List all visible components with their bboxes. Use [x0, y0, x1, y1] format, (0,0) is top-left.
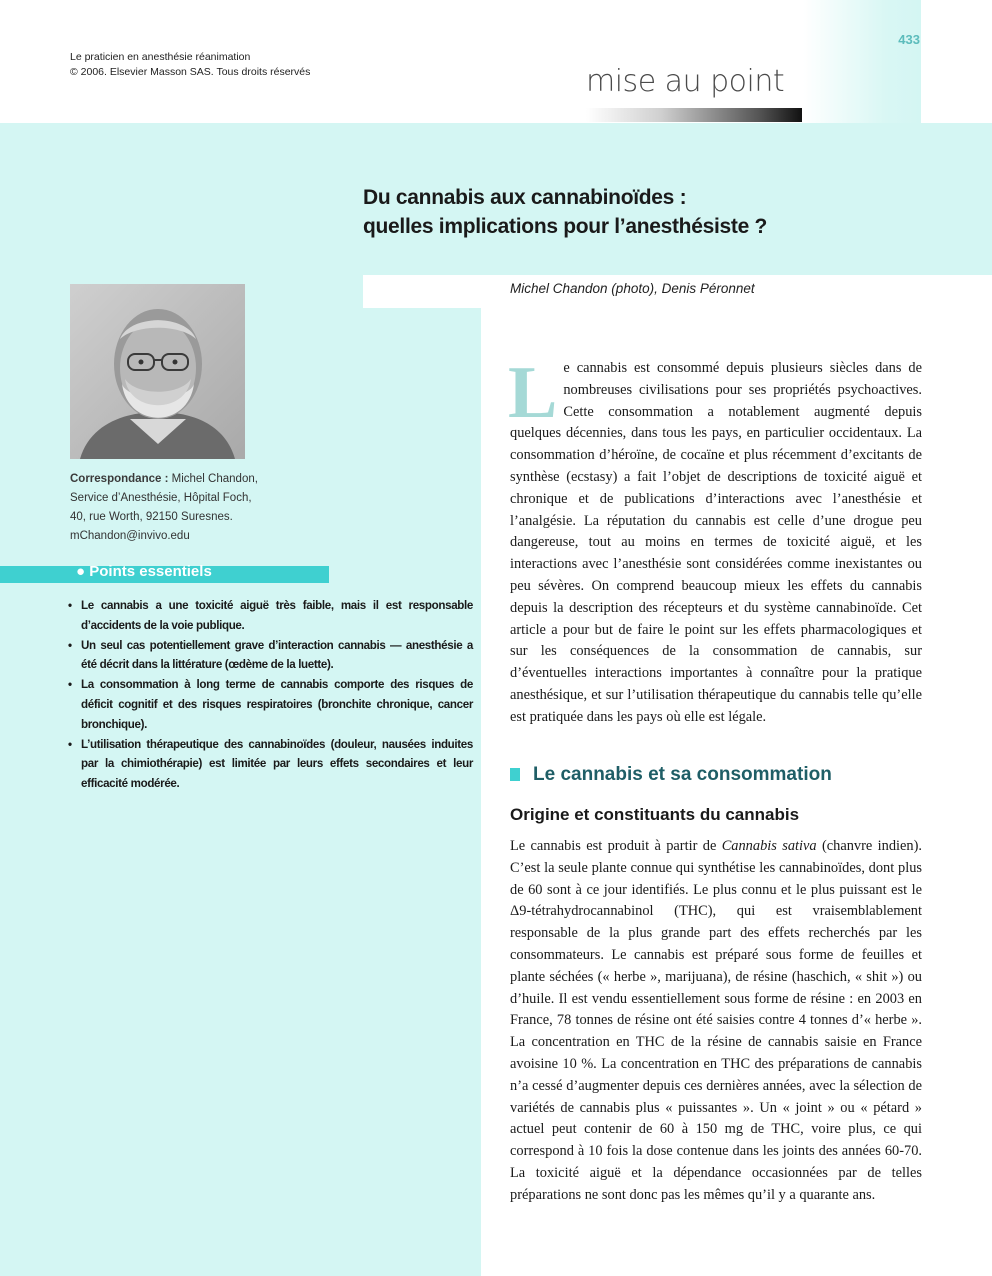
article-title-line2: quelles implications pour l’anesthésiste ?: [363, 215, 768, 238]
correspondence-email[interactable]: mChandon@invivo.edu: [70, 530, 190, 542]
body-paragraph: [510, 836, 922, 1207]
point-item: • La consommation à long terme de cannabis comporte des risques de déficit cognitif et des risques respiratoires (bronchite chronique, cancer bronchique).: [68, 675, 473, 734]
points-essentiels-list: [68, 596, 473, 794]
article-title-line1: Du cannabis aux cannabinoïdes :: [363, 186, 687, 209]
header-gradient-panel: [803, 0, 921, 124]
article-title: [363, 183, 923, 241]
paragraph-text-part2: (chanvre indien). C’est la seule plante connue qui synthétise les cannabinoïdes, dont plus de 60 sont à ce jour identifiés. Le plus connu et le plus puissant est le Δ9-tétrahydrocannabinol (THC), qui est vraisemblablement responsable de la plus grande part des effets recherchés par les consommateurs. Le cannabis est préparé sous forme de feuilles et plante séchées (« herbe », marijuana), de résine (haschich, « shit ») ou d’huile. Il est vendu essentiellement sous forme de résine : en 2003 en France, 78 tonnes de résine ont été saisies contre 4 tonnes d’« herbe ». La concentration en THC de la résine de cannabis saisie en France avoisine 10 %. La concentration en THC des préparations de cannabis n’a cessé d’augmenter depuis ces dernières années, avec la sélection de variétés de cannabis plus « puissantes ». Un « joint » ou « pétard » actuel peut contenir de 60 à 150 mg de THC, voire plus, ce qui correspond à 10 fois la dose contenue dans les joints des années 60-70. La toxicité aiguë et la dépendance occasionnées par de telles préparations ne sont donc pas les mêmes qu’il y a quarante ans.: [510, 838, 922, 1203]
correspondence-block: [70, 470, 340, 546]
section-square-icon: [510, 768, 520, 781]
journal-name: Le praticien en anesthésie réanimation: [70, 51, 251, 63]
correspondence-address: 40, rue Worth, 92150 Suresnes.: [70, 511, 233, 523]
bullet-circle-icon: ●: [76, 563, 86, 580]
species-name: Cannabis sativa: [721, 838, 817, 854]
paragraph-text-part1: Le cannabis est produit à partir de: [510, 838, 722, 854]
page-number: 433: [898, 32, 920, 47]
correspondence-affiliation: Service d’Anesthésie, Hôpital Foch,: [70, 492, 252, 504]
correspondence-label: Correspondance :: [70, 473, 169, 485]
point-item: • Un seul cas potentiellement grave d’interaction cannabis — anesthésie a été décrit dans la littérature (œdème de la luette).: [68, 636, 473, 676]
intro-text: e cannabis est consommé depuis plusieurs siècles dans de nombreuses civilisations pour ses propriétés psychoactives. Cette consommation a notablement augmenté depuis quelques décennies, dans tous les pays, en particulier occidentaux. La consommation d’héroïne, de cocaïne et plus récemment d’excitants de synthèse (ecstasy) a fait l’objet de descriptions de toxicité aiguë et chronique et de publications d’interactions avec l’anesthésie et l’analgésie. La réputation du cannabis est celle d’une drogue peu dangereuse, tout au moins en termes de toxicité aiguë, et les interactions avec l’anesthésie sont considérées comme inexistantes ou peu sévères. On comprend beaucoup mieux les effets du cannabis depuis la description des récepteurs et du système cannabinoïde. Cet article a pour but de faire le point sur les effets pharmacologiques et sur les conséquences de la consommation de cannabis, sur d’éventuelles interactions importantes à connaître pour la pratique anesthésique, et sur l’utilisation thérapeutique du cannabis telle qu’elle est pratiquée dans les pays où elle est légale.: [510, 360, 922, 725]
subsection-heading: Origine et constituants du cannabis: [510, 805, 800, 824]
drop-cap: L: [508, 352, 558, 434]
section-heading: Le cannabis et sa consommation: [533, 764, 832, 785]
header-rule: [586, 108, 802, 122]
correspondence-name: Michel Chandon,: [171, 473, 258, 485]
author-portrait-illustration: [70, 284, 245, 459]
intro-paragraph: [508, 352, 922, 729]
point-item: • L’utilisation thérapeutique des cannabinoïdes (douleur, nausées induites par la chimiothérapie) est limitée par leurs effets secondaires et leur efficacité modérée.: [68, 735, 473, 794]
section-label: mise au point: [586, 64, 785, 99]
author-photo: [70, 284, 245, 459]
journal-copyright: © 2006. Elsevier Masson SAS. Tous droits réservés: [70, 66, 311, 78]
article-authors: Michel Chandon (photo), Denis Péronnet: [510, 281, 755, 296]
points-essentiels-title: ● Points essentiels: [76, 563, 212, 580]
point-item: • Le cannabis a une toxicité aiguë très faible, mais il est responsable d’accidents de la voie publique.: [68, 596, 473, 636]
